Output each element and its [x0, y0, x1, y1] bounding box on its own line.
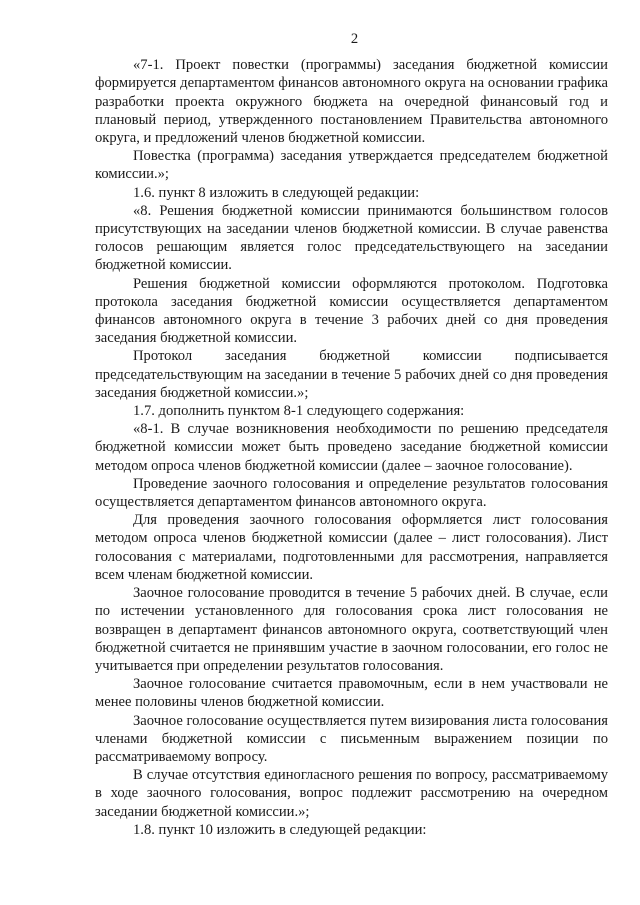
paragraph-agenda-approval: Повестка (программа) заседания утверждается председателем бюджетной комиссии.»;	[95, 148, 608, 183]
paragraph-protocol-preparation: Решения бюджетной комиссии оформляются протоколом. Подготовка протокола заседания бюджетной комиссии осуществляется департаментом финансов автономного округа в течение 3 рабочих дней со дня проведения заседания бюджетной комиссии.	[95, 275, 608, 347]
paragraph-7-1-agenda-draft: «7-1. Проект повестки (программы) заседания бюджетной комиссии формируется департаментом финансов автономного округа на основании графика разработки проекта окружного бюджета на очередной финансовый год и плановый период, утвержденного постановлением Правительства автономного округа, и предложений членов бюджетной комиссии.	[95, 57, 608, 147]
paragraph-voting-conduct: Проведение заочного голосования и определение результатов голосования осуществляется департаментом финансов автономного округа.	[95, 475, 608, 511]
paragraph-1-8-heading: 1.8. пункт 10 изложить в следующей редакции:	[133, 821, 427, 838]
paragraph-protocol-signing: Протокол заседания бюджетной комиссии подписывается председательствующим на заседании в течение 5 рабочих дней со дня проведения заседания бюджетной комиссии.»;	[95, 348, 608, 401]
paragraph-1-7-heading: 1.7. дополнить пунктом 8-1 следующего содержания:	[133, 403, 465, 420]
paragraph-voting-sheet: Для проведения заочного голосования оформляется лист голосования методом опроса членов бюджетной комиссии (далее – лист голосования). Лист голосования с материалами, подготовленными для рассмотрения, направляется всем членам бюджетной комиссии.	[95, 512, 608, 583]
page-number: 2	[350, 31, 359, 47]
paragraph-8-1-absentee-voting: «8-1. В случае возникновения необходимости по решению председателя бюджетной комиссии может быть проведено заседание бюджетной комиссии методом опроса членов бюджетной комиссии (далее – заочное голосование).	[95, 421, 608, 474]
paragraph-8-decisions: «8. Решения бюджетной комиссии принимаются большинством голосов присутствующих на заседании членов бюджетной комиссии. В случае равенства голосов решающим является голос председательствующего на заседании бюджетной комиссии.	[95, 202, 608, 274]
paragraph-voting-endorsement: Заочное голосование осуществляется путем визирования листа голосования членами бюджетной комиссии с письменным выражением позиции по рассматриваемому вопросу.	[95, 712, 608, 765]
paragraph-voting-quorum: Заочное голосование считается правомочным, если в нем участвовали не менее половины членов бюджетной комиссии.	[95, 676, 608, 711]
paragraph-no-unanimous-decision: В случае отсутствия единогласного решения по вопросу, рассматриваемому в ходе заочного голосования, вопрос подлежит рассмотрению на очередном заседании бюджетной комиссии.»;	[95, 767, 608, 820]
paragraph-1-6-heading: 1.6. пункт 8 изложить в следующей редакции:	[133, 184, 420, 201]
paragraph-voting-period: Заочное голосование проводится в течение 5 рабочих дней. В случае, если по истечении установленного для голосования срока лист голосования не возвращен в департамент финансов автономного округа, соответствующий член бюджетной считается не принявшим участие в заочном голосовании, его голос не учитывается при определении результатов голосования.	[95, 585, 608, 674]
document-page	[95, 30, 608, 839]
